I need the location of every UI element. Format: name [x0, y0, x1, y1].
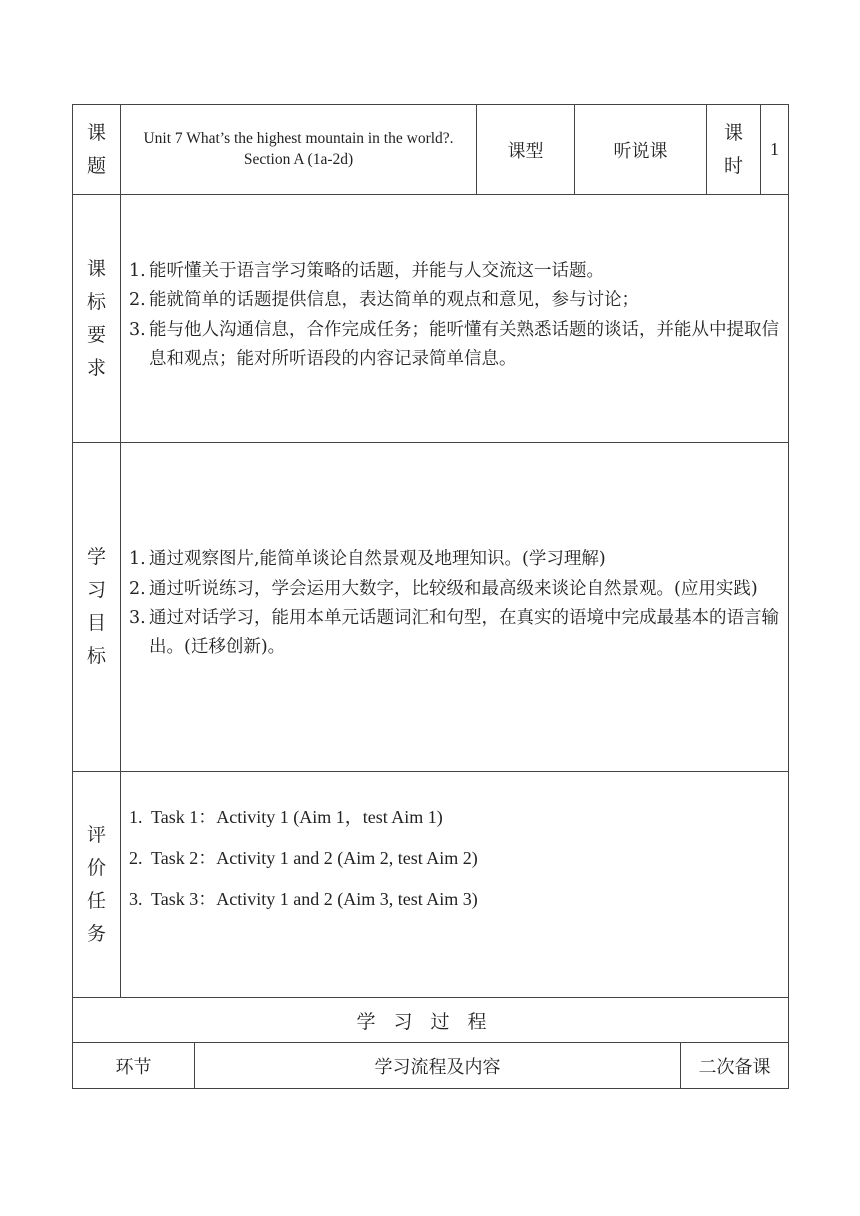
list-item: 3. Task 3：Activity 1 and 2 (Aim 3, test Aim 3)	[129, 889, 478, 909]
list-item: 1. 通过观察图片,能简单谈论自然景观及地理知识。(学习理解)	[129, 549, 606, 570]
column-header-content: 学习流程及内容	[195, 1043, 681, 1089]
list-item: 2. Task 2：Activity 1 and 2 (Aim 2, test Aim 2)	[129, 848, 478, 868]
list-item: 2. 通过听说练习，学会运用大数字，比较级和最高级来谈论自然景观。(应用实践)	[129, 578, 758, 599]
list-item: 3. 通过对话学习，能用本单元话题词汇和句型，在真实的语境中完成最基本的语言输出。(迁移创新)。	[129, 608, 779, 658]
standards-label: 课 标 要 求	[73, 195, 121, 443]
column-header-notes: 二次备课	[681, 1043, 789, 1089]
list-item: 2. 能就简单的话题提供信息，表达简单的观点和意见，参与讨论；	[129, 290, 639, 311]
lesson-type-label: 课型	[477, 105, 575, 195]
process-title-row	[73, 998, 789, 1043]
hours-value: 1	[761, 105, 789, 195]
lesson-info-table	[72, 104, 789, 998]
standards-content	[121, 195, 789, 443]
objectives-row	[73, 443, 789, 772]
lesson-title: Unit 7 What’s the highest mountain in the world?. Section A (1a-2d)	[121, 105, 477, 195]
header-row	[73, 105, 789, 195]
evaluation-content	[121, 772, 789, 998]
lesson-type-value: 听说课	[575, 105, 707, 195]
topic-label: 课 题	[73, 105, 121, 195]
evaluation-list	[129, 808, 780, 908]
objectives-content	[121, 443, 789, 772]
standards-list	[129, 257, 780, 375]
learning-process-table	[72, 997, 789, 1089]
column-header-stage: 环节	[73, 1043, 195, 1089]
objectives-list	[129, 545, 780, 663]
objectives-label: 学 习 目 标	[73, 443, 121, 772]
list-item: 1. 能听懂关于语言学习策略的话题，并能与人交流这一话题。	[129, 260, 604, 281]
list-item: 1. Task 1：Activity 1 (Aim 1，test Aim 1)	[129, 807, 443, 827]
evaluation-row	[73, 772, 789, 998]
list-item: 3. 能与他人沟通信息，合作完成任务；能听懂有关熟悉话题的谈话，并能从中提取信息和观点；能对所听语段的内容记录简单信息。	[129, 319, 779, 369]
hours-label: 课 时	[707, 105, 761, 195]
standards-row	[73, 195, 789, 443]
process-header-row	[73, 1043, 789, 1089]
process-title: 学习过程	[73, 998, 789, 1043]
evaluation-label: 评 价 任 务	[73, 772, 121, 998]
